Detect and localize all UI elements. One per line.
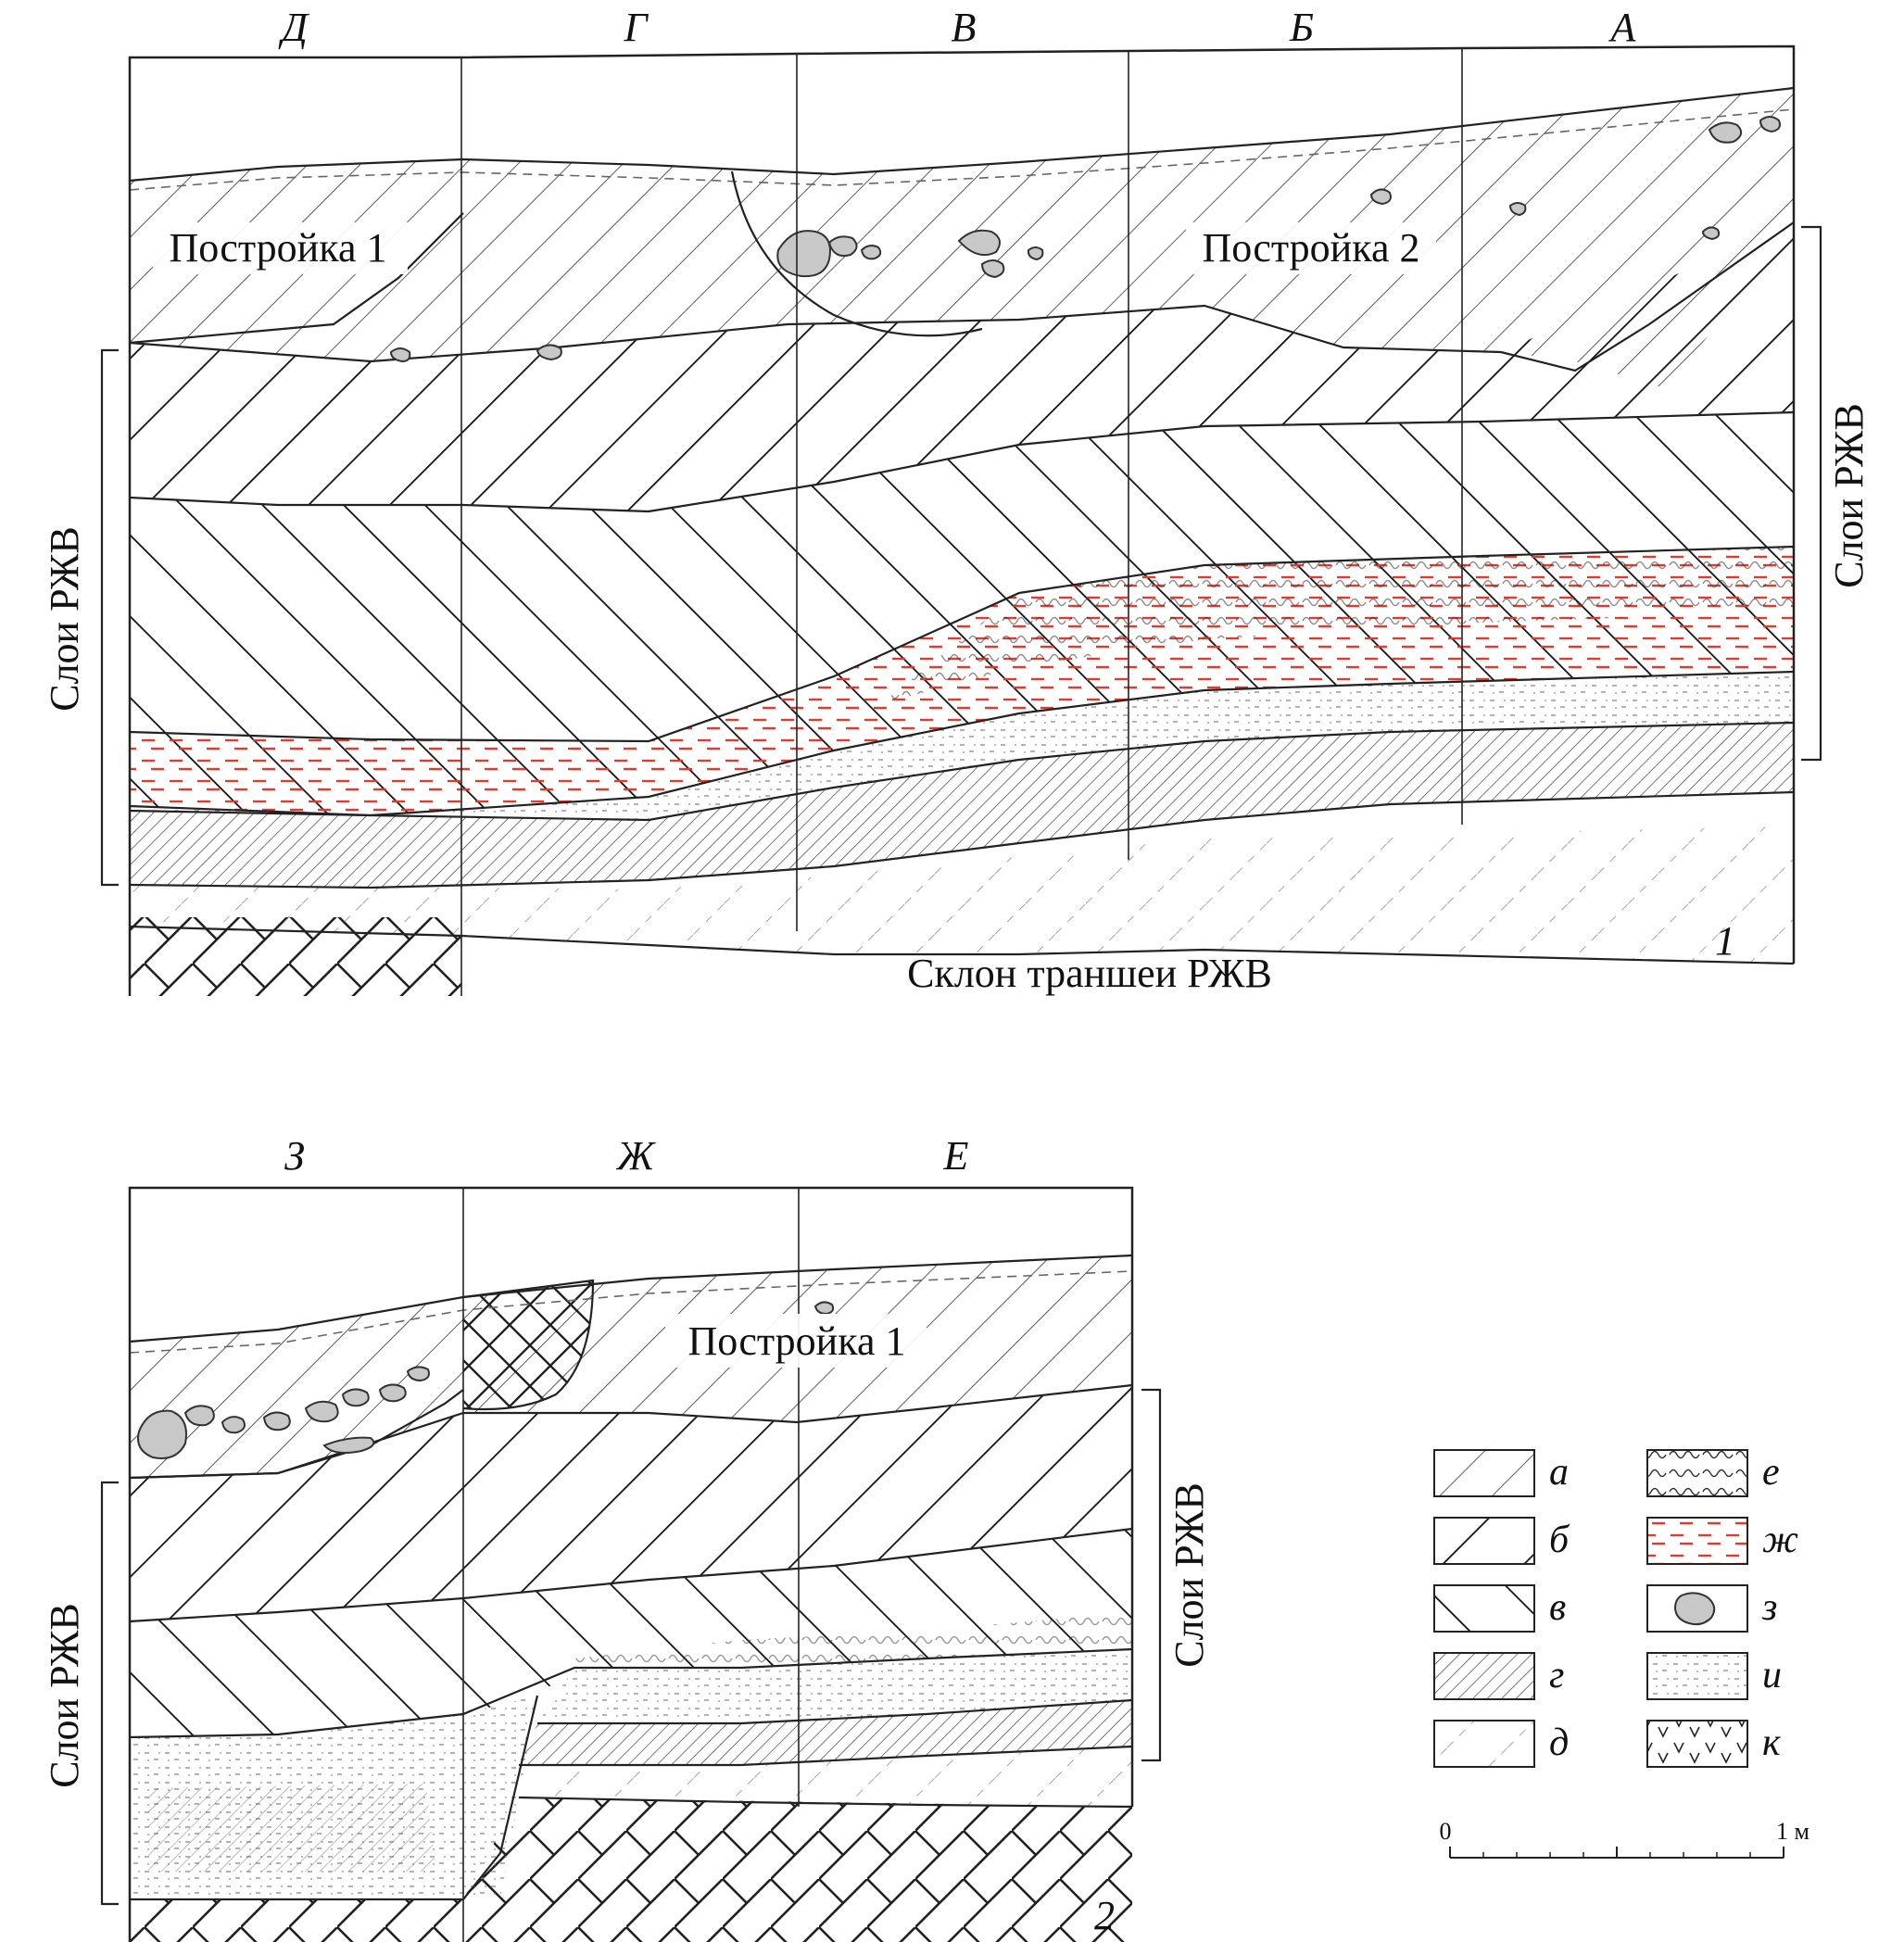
square-label-g: Г [624, 5, 648, 50]
legend-label-z: з [1762, 1586, 1778, 1629]
bracket-right-panel-1 [1801, 227, 1821, 760]
building-1-label-panel-2: Постройка 1 [687, 1318, 906, 1364]
square-label-b: Б [1290, 5, 1314, 50]
bottom-label-panel-1: Склон траншеи РЖВ [907, 951, 1272, 996]
legend-item-e [1647, 1450, 1780, 1496]
side-label-right-panel-2: Слои РЖВ [1166, 1482, 1212, 1668]
square-label-e: Е [943, 1133, 969, 1179]
layer-g-panel-2-left [148, 1784, 435, 1872]
legend-item-b [1434, 1518, 1570, 1564]
side-label-left-panel-1: Слои РЖВ [42, 526, 87, 712]
legend-item-i [1647, 1653, 1782, 1699]
square-label-a: А [1610, 5, 1636, 50]
legend-label-v: в [1549, 1586, 1567, 1629]
scale-start-label: 0 [1439, 1818, 1452, 1845]
scale-bar [1440, 1818, 1809, 1858]
square-label-zh: Ж [616, 1133, 655, 1179]
legend-label-b: б [1549, 1519, 1570, 1561]
side-label-left-panel-2: Слои РЖВ [42, 1603, 87, 1788]
legend-label-zh: ж [1762, 1519, 1799, 1561]
legend-label-g: г [1549, 1654, 1565, 1696]
panel-number-2: 2 [1094, 1893, 1115, 1938]
legend-item-zh [1647, 1518, 1798, 1564]
stone-icon [1675, 1593, 1714, 1624]
legend-item-k [1647, 1721, 1781, 1767]
legend-item-g [1434, 1653, 1564, 1699]
building-2-label: Постройка 2 [1202, 225, 1420, 271]
legend-item-v [1434, 1585, 1566, 1632]
legend-label-k: к [1762, 1721, 1781, 1764]
legend-label-d: д [1549, 1721, 1570, 1764]
square-label-v: В [951, 5, 977, 50]
legend-item-d [1434, 1721, 1569, 1767]
side-label-right-panel-1: Слои РЖВ [1826, 403, 1872, 588]
legend [1434, 1450, 1798, 1767]
panel-2 [42, 1133, 1212, 1942]
panel-1 [42, 5, 1872, 996]
square-label-z: З [284, 1133, 305, 1179]
legend-label-i: и [1762, 1654, 1782, 1696]
bracket-left-panel-1 [102, 350, 119, 885]
square-label-d: Д [282, 5, 308, 50]
legend-label-a: а [1549, 1451, 1569, 1494]
legend-label-e: е [1762, 1451, 1780, 1494]
building-1-label: Постройка 1 [169, 225, 387, 271]
bracket-right-panel-2 [1141, 1390, 1160, 1760]
legend-item-z [1647, 1585, 1777, 1632]
bracket-left-panel-2 [102, 1482, 119, 1904]
scale-end-label: 1 м [1776, 1818, 1809, 1845]
legend-item-a [1434, 1450, 1569, 1496]
panel-number-1: 1 [1715, 918, 1735, 964]
